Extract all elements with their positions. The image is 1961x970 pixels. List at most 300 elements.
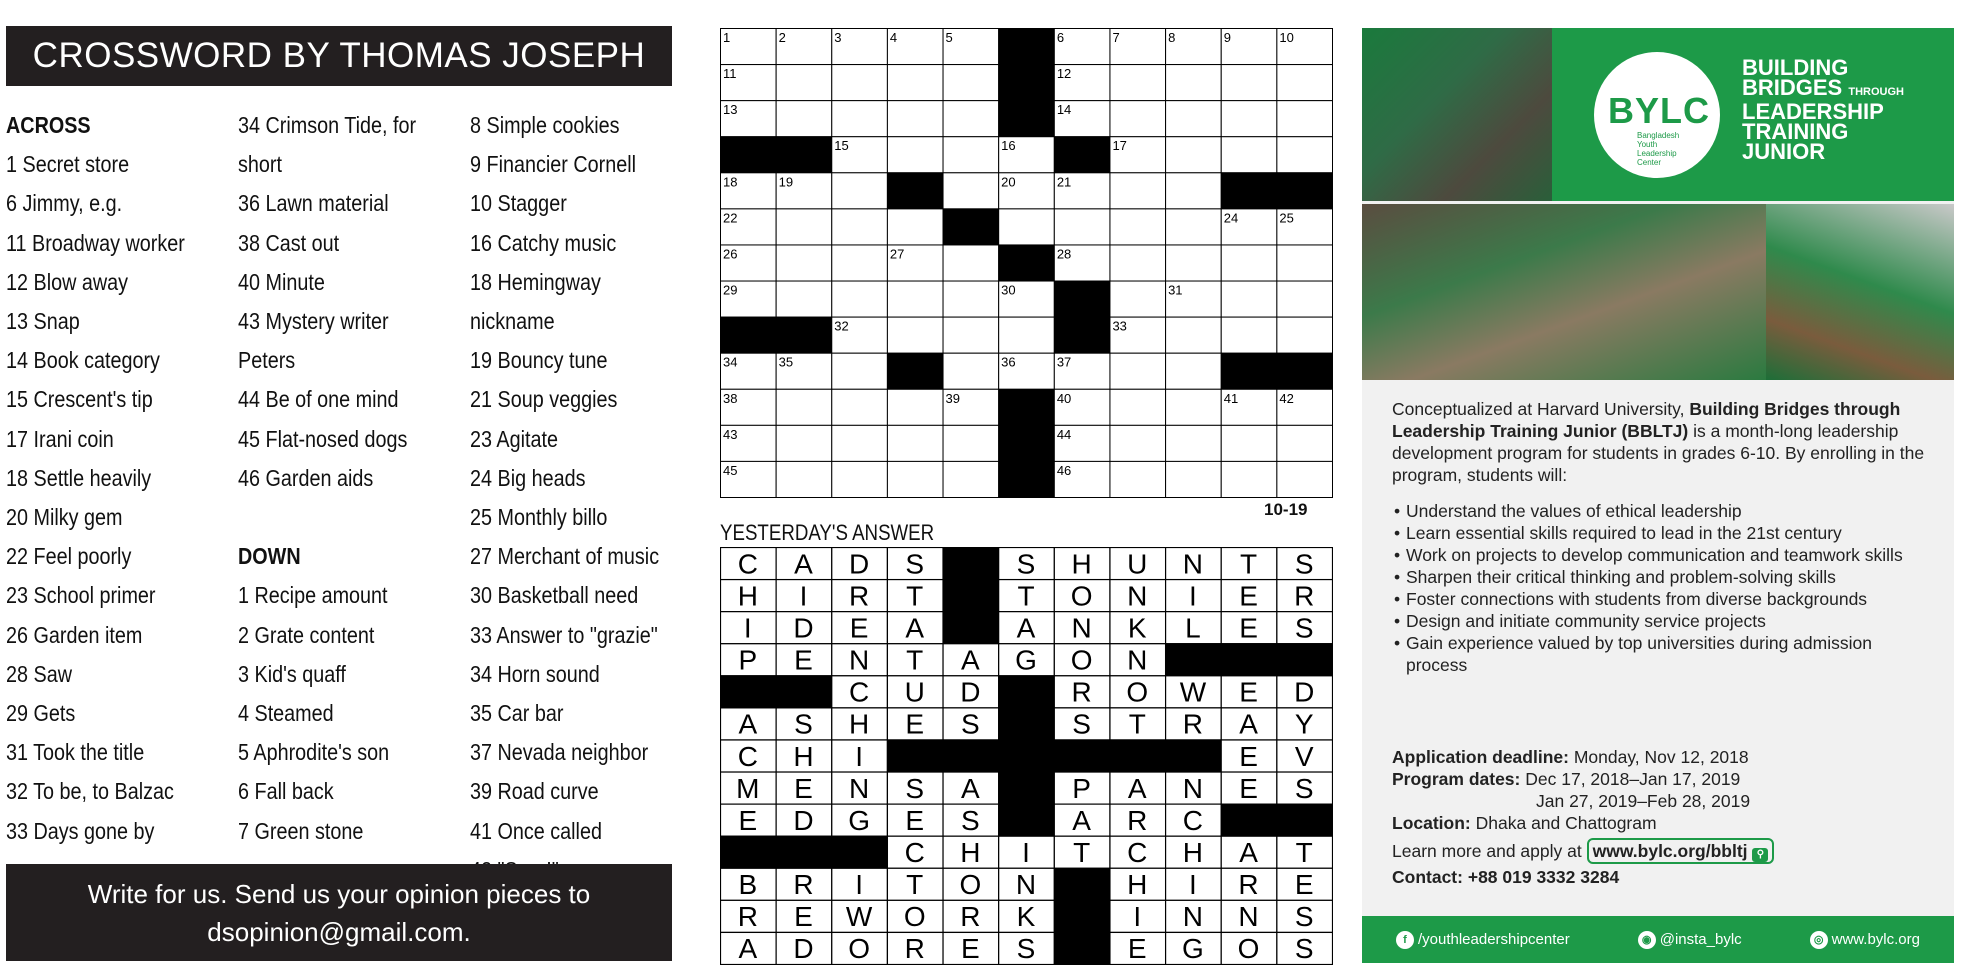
- answer-letter: N: [1182, 901, 1204, 933]
- answer-letter: O: [959, 869, 982, 901]
- clue-line: 16 Catchy music: [470, 229, 617, 256]
- grid-cell[interactable]: [832, 65, 888, 101]
- title-line-1: BUILDING: [1742, 55, 1849, 80]
- grid-cell[interactable]: [1277, 137, 1333, 173]
- cell-number: 3: [834, 30, 842, 45]
- answer-black-square: [943, 580, 999, 612]
- answer-letter: D: [960, 676, 981, 708]
- answer-letter: T: [906, 580, 924, 612]
- down-clues-column-3: [470, 106, 690, 890]
- grid-cell[interactable]: [1221, 101, 1277, 137]
- deadline-row: Application deadline: Monday, Nov 12, 2018: [1392, 747, 1749, 767]
- clue-line: 27 Merchant of music: [470, 543, 660, 570]
- grid-cell[interactable]: [1221, 245, 1277, 281]
- clue-line: 4 Steamed: [238, 700, 334, 727]
- crossword-grid-svg: [720, 28, 1333, 498]
- grid-cell[interactable]: [1110, 425, 1166, 461]
- cell-number: 37: [1056, 354, 1072, 370]
- cell-number: 45: [723, 462, 738, 478]
- grid-cell[interactable]: [1166, 173, 1222, 209]
- answer-letter: R: [1294, 580, 1315, 612]
- grid-cell[interactable]: [1110, 173, 1166, 209]
- clue-line: 8 Simple cookies: [470, 112, 620, 138]
- cell-number: 38: [723, 390, 738, 406]
- answer-letter: R: [737, 901, 758, 933]
- answer-letter: E: [794, 901, 813, 933]
- clue-line: Peters: [238, 347, 296, 374]
- location-row: Location: Dhaka and Chattogram: [1392, 813, 1657, 833]
- answer-letter: A: [1239, 836, 1258, 868]
- cell-number: 18: [723, 174, 738, 190]
- answer-letter: C: [737, 740, 758, 772]
- answer-letter: H: [1182, 836, 1204, 868]
- clue-line: 28 Saw: [6, 660, 72, 687]
- social-footer: [1362, 916, 1954, 963]
- bylc-logo-subtitle: Bangladesh Youth Leadership Center: [1637, 131, 1680, 167]
- grid-cell[interactable]: [943, 101, 999, 137]
- answer-black-square: [1166, 644, 1222, 676]
- write-for-us-banner: [6, 864, 672, 961]
- apply-url-link[interactable]: www.bylc.org/bbltj ⚲: [1587, 838, 1775, 864]
- black-square: [999, 101, 1055, 137]
- grid-cell[interactable]: [1221, 137, 1277, 173]
- cell-number: 9: [1223, 30, 1231, 45]
- cell-number: 30: [1001, 282, 1016, 298]
- grid-cell[interactable]: [832, 101, 888, 137]
- grid-cell[interactable]: [1277, 425, 1333, 461]
- answer-letter: R: [1182, 708, 1204, 740]
- answer-letter: D: [848, 548, 870, 580]
- answer-letter: H: [960, 836, 981, 868]
- grid-cell[interactable]: [1166, 137, 1222, 173]
- answer-letter: I: [855, 869, 863, 901]
- clue-line: 37 Nevada neighbor: [470, 739, 649, 766]
- black-square: [1221, 353, 1277, 389]
- answer-letter: G: [1015, 644, 1037, 676]
- answer-letter: B: [738, 869, 758, 901]
- grid-cell[interactable]: [1166, 101, 1222, 137]
- cell-number: 44: [1056, 426, 1072, 442]
- answer-letter: N: [1127, 580, 1148, 612]
- grid-cell[interactable]: [943, 461, 999, 497]
- cell-number: 34: [723, 354, 738, 370]
- grid-cell[interactable]: [887, 389, 943, 425]
- answer-letter: A: [794, 548, 813, 580]
- grid-cell[interactable]: [943, 425, 999, 461]
- website-link[interactable]: ◎ www.bylc.org: [1810, 931, 1920, 949]
- instagram-link[interactable]: ◉ @insta_bylc: [1638, 931, 1742, 949]
- answer-letter: H: [1071, 548, 1092, 580]
- benefit-item: • Gain experience valued by top universities during admission process: [1406, 632, 1932, 676]
- answer-letter: P: [1072, 772, 1091, 804]
- answer-letter: H: [848, 708, 870, 740]
- black-square: [999, 425, 1055, 461]
- answer-black-square: [1054, 900, 1110, 932]
- answer-letter: P: [738, 644, 758, 676]
- answer-letter: O: [1070, 580, 1093, 612]
- answer-letter: S: [1294, 772, 1314, 804]
- grid-cell[interactable]: [1277, 281, 1333, 317]
- answer-letter: G: [1182, 933, 1204, 965]
- crossword-title: CROSSWORD BY THOMAS JOSEPH: [6, 26, 672, 86]
- cell-number: 5: [945, 30, 953, 45]
- title-line-3: LEADERSHIP: [1742, 99, 1884, 124]
- cell-number: 26: [723, 246, 738, 262]
- cell-number: 43: [723, 426, 738, 442]
- cell-number: 6: [1056, 30, 1065, 45]
- facebook-link[interactable]: f /youthleadershipcenter: [1396, 931, 1570, 949]
- grid-cell[interactable]: [832, 209, 888, 245]
- program-details: [1392, 746, 1932, 888]
- clue-line: 34 Horn sound: [470, 660, 600, 687]
- cell-number: 17: [1112, 138, 1127, 154]
- clue-line: 10 Stagger: [470, 190, 567, 217]
- grid-cell[interactable]: [776, 209, 832, 245]
- learn-more-row: Learn more and apply at www.bylc.org/bbltj ⚲: [1392, 838, 1932, 864]
- grid-cell[interactable]: [832, 173, 888, 209]
- grid-cell[interactable]: [1110, 245, 1166, 281]
- answer-black-square: [1054, 868, 1110, 900]
- answer-letter: E: [1239, 772, 1258, 804]
- grid-cell[interactable]: [1166, 389, 1222, 425]
- answer-letter: N: [1127, 644, 1148, 676]
- grid-cell[interactable]: [999, 317, 1055, 353]
- answer-letter: E: [1239, 580, 1258, 612]
- grid-cell[interactable]: [943, 65, 999, 101]
- grid-cell[interactable]: [1110, 65, 1166, 101]
- cell-number: 19: [778, 174, 794, 190]
- grid-cell[interactable]: [1221, 425, 1277, 461]
- cell-number: 33: [1112, 318, 1127, 334]
- answer-letter: A: [961, 644, 980, 676]
- grid-cell[interactable]: [832, 245, 888, 281]
- answer-black-square: [776, 676, 832, 708]
- answer-letter: S: [794, 708, 813, 740]
- answer-letter: S: [1016, 548, 1036, 580]
- globe-icon: ◎: [1810, 931, 1828, 949]
- answer-black-square: [1277, 804, 1333, 836]
- grid-cell[interactable]: [1221, 461, 1277, 497]
- grid-cell[interactable]: [1166, 461, 1222, 497]
- cell-number: 4: [889, 30, 898, 45]
- grid-cell[interactable]: [943, 245, 999, 281]
- clue-line: 7 Green stone: [238, 817, 364, 844]
- answer-letter: W: [1179, 676, 1207, 708]
- bylc-logo-text: BYLC: [1608, 90, 1710, 131]
- grid-cell[interactable]: [1166, 425, 1222, 461]
- clue-line: 6 Fall back: [238, 778, 334, 805]
- grid-cell[interactable]: [1166, 245, 1222, 281]
- cell-number: 22: [723, 210, 738, 226]
- grid-cell[interactable]: [943, 137, 999, 173]
- cell-number: 21: [1056, 174, 1072, 190]
- answer-letter: C: [737, 548, 758, 580]
- clue-line: 30 Basketball need: [470, 582, 639, 609]
- grid-cell[interactable]: [1110, 281, 1166, 317]
- answer-black-square: [1166, 740, 1222, 772]
- black-square: [1054, 281, 1110, 317]
- grid-cell[interactable]: [943, 173, 999, 209]
- answer-letter: S: [961, 708, 980, 740]
- cell-number: 27: [889, 246, 905, 262]
- bylc-advertisement: [1362, 28, 1954, 963]
- grid-cell[interactable]: [1166, 209, 1222, 245]
- grid-cell[interactable]: [1277, 65, 1333, 101]
- clue-line: 46 Garden aids: [238, 464, 374, 491]
- grid-cell[interactable]: [1166, 353, 1222, 389]
- grid-cell[interactable]: [1110, 353, 1166, 389]
- grid-cell[interactable]: [832, 353, 888, 389]
- grid-cell[interactable]: [887, 317, 943, 353]
- black-square: [1054, 317, 1110, 353]
- cell-number: 11: [723, 66, 737, 82]
- answer-letter: T: [1295, 836, 1313, 868]
- black-square: [776, 137, 832, 173]
- clue-line: 19 Bouncy tune: [470, 347, 608, 374]
- crossword-grid: [720, 28, 1333, 498]
- grid-cell[interactable]: [943, 353, 999, 389]
- clue-line: 25 Monthly billo: [470, 504, 608, 531]
- benefit-item: • Learn essential skills required to lead in the 21st century: [1406, 522, 1932, 544]
- clue-line: 3 Kid's quaff: [238, 660, 346, 687]
- cell-number: 35: [778, 354, 794, 370]
- answer-letter: I: [799, 580, 808, 612]
- grid-cell[interactable]: [887, 425, 943, 461]
- answer-black-square: [1277, 644, 1333, 676]
- cell-number: 8: [1168, 30, 1176, 45]
- answer-letter: U: [904, 676, 925, 708]
- answer-letter: N: [848, 772, 870, 804]
- cell-number: 15: [834, 138, 849, 154]
- grid-cell[interactable]: [1221, 65, 1277, 101]
- grid-cell[interactable]: [1054, 209, 1110, 245]
- answer-letter: R: [1127, 804, 1148, 836]
- answer-letter: K: [1016, 901, 1036, 933]
- grid-cell[interactable]: [776, 245, 832, 281]
- benefit-item: • Understand the values of ethical leadership: [1406, 500, 1932, 522]
- clue-line: 12 Blow away: [6, 268, 129, 295]
- clue-line: 14 Book category: [6, 347, 160, 374]
- cell-number: 41: [1223, 390, 1239, 406]
- cell-number: 1: [723, 30, 731, 45]
- grid-cell[interactable]: [776, 425, 832, 461]
- students-crafting-photo: [1766, 204, 1954, 380]
- answer-letter: A: [1127, 772, 1147, 804]
- grid-cell[interactable]: [887, 101, 943, 137]
- spacer: [238, 498, 416, 537]
- answer-letter: N: [1182, 772, 1204, 804]
- answer-letter: C: [904, 836, 925, 868]
- grid-cell[interactable]: [999, 209, 1055, 245]
- black-square: [999, 245, 1055, 281]
- grid-cell[interactable]: [1277, 317, 1333, 353]
- answer-letter: S: [1016, 933, 1036, 965]
- cell-number: 25: [1279, 210, 1294, 226]
- write-line-2: dsopinion@gmail.com.: [207, 916, 471, 947]
- answer-letter: K: [1127, 612, 1147, 644]
- write-line-1: Write for us. Send us your opinion pieces to: [87, 878, 591, 909]
- grid-cell[interactable]: [1110, 461, 1166, 497]
- answer-letter: C: [1182, 804, 1204, 836]
- title-line-5: JUNIOR: [1742, 139, 1826, 164]
- clues-column-2: [238, 106, 445, 851]
- grid-cell[interactable]: [1277, 245, 1333, 281]
- answer-letter: N: [1015, 869, 1037, 901]
- black-square: [887, 353, 943, 389]
- cell-number: 40: [1056, 390, 1072, 406]
- grid-cell[interactable]: [887, 137, 943, 173]
- clue-line: 20 Milky gem: [6, 504, 123, 531]
- grid-cell[interactable]: [1277, 461, 1333, 497]
- grid-cell[interactable]: [832, 461, 888, 497]
- search-icon: ⚲: [1752, 848, 1768, 862]
- cell-number: 28: [1056, 246, 1072, 262]
- answer-black-square: [999, 676, 1055, 708]
- grid-cell[interactable]: [1221, 317, 1277, 353]
- answer-letter: I: [1022, 836, 1030, 868]
- answer-letter: E: [849, 612, 869, 644]
- cell-number: 13: [723, 102, 738, 118]
- instagram-icon: ◉: [1638, 931, 1656, 949]
- cell-number: 23: [945, 210, 961, 226]
- clue-line: short: [238, 151, 282, 178]
- grid-cell[interactable]: [887, 281, 943, 317]
- cell-number: 32: [834, 318, 849, 334]
- answer-black-square: [776, 836, 832, 868]
- answer-letter: I: [855, 740, 863, 772]
- answer-letter: A: [1016, 612, 1036, 644]
- clue-line: 2 Grate content: [238, 621, 375, 648]
- clue-line: 39 Road curve: [470, 778, 599, 805]
- answer-black-square: [1221, 644, 1277, 676]
- benefit-item: • Foster connections with students from diverse backgrounds: [1406, 588, 1932, 610]
- clue-line: 31 Took the title: [6, 739, 145, 766]
- clue-line: 5 Aphrodite's son: [238, 739, 390, 766]
- answer-letter: R: [904, 933, 925, 965]
- dates-row-2: Jan 27, 2019–Feb 28, 2019: [1536, 791, 1751, 811]
- answer-letter: G: [848, 804, 870, 836]
- grid-cell[interactable]: [776, 281, 832, 317]
- answer-black-square: [832, 836, 888, 868]
- benefits-list: [1392, 500, 1932, 676]
- crossword-clues-panel: [6, 26, 672, 961]
- answer-black-square: [943, 740, 999, 772]
- grid-cell[interactable]: [1110, 209, 1166, 245]
- grid-cell[interactable]: [832, 281, 888, 317]
- answer-letter: T: [906, 644, 924, 676]
- grid-cell[interactable]: [1166, 65, 1222, 101]
- answer-black-square: [721, 676, 777, 708]
- answer-letter: O: [903, 901, 926, 933]
- answer-letter: C: [1127, 836, 1148, 868]
- dates-row: Program dates: Dec 17, 2018–Jan 17, 2019: [1392, 769, 1741, 789]
- clue-line: 32 To be, to Balzac: [6, 778, 174, 805]
- black-square: [999, 65, 1055, 101]
- answer-black-square: [887, 740, 943, 772]
- cell-number: 16: [1001, 138, 1016, 154]
- grid-cell[interactable]: [943, 281, 999, 317]
- contact-row: Contact: +88 019 3332 3284: [1392, 867, 1620, 887]
- answer-letter: I: [1189, 580, 1197, 612]
- grid-cell[interactable]: [1110, 389, 1166, 425]
- grid-cell[interactable]: [776, 389, 832, 425]
- cell-number: 29: [723, 282, 738, 298]
- clue-line: 18 Settle heavily: [6, 464, 152, 491]
- answer-letter: I: [1189, 869, 1197, 901]
- across-heading: ACROSS: [6, 112, 91, 138]
- cell-number: 2: [778, 30, 786, 45]
- grid-cell[interactable]: [776, 101, 832, 137]
- answer-letter: D: [793, 933, 814, 965]
- clue-line: 36 Lawn material: [238, 190, 389, 217]
- cell-number: 36: [1001, 354, 1016, 370]
- answer-letter: A: [961, 772, 980, 804]
- down-heading: DOWN: [238, 543, 301, 570]
- answer-letter: I: [1133, 901, 1142, 933]
- clue-line: 11 Broadway worker: [6, 229, 185, 256]
- clue-line: 33 Answer to "grazie": [470, 621, 658, 648]
- answer-letter: O: [1126, 676, 1149, 708]
- clue-line: 34 Crimson Tide, for: [238, 112, 417, 138]
- cell-number: 39: [945, 390, 961, 406]
- grid-cell[interactable]: [776, 461, 832, 497]
- black-square: [1054, 137, 1110, 173]
- answer-letter: A: [738, 933, 758, 965]
- black-square: [999, 389, 1055, 425]
- answer-letter: S: [1294, 901, 1314, 933]
- grid-cell[interactable]: [887, 461, 943, 497]
- answer-letter: T: [1239, 548, 1258, 580]
- answer-black-square: [999, 740, 1055, 772]
- answer-letter: T: [1017, 580, 1035, 612]
- grid-cell[interactable]: [887, 65, 943, 101]
- answer-letter: H: [737, 580, 758, 612]
- black-square: [887, 173, 943, 209]
- grid-cell[interactable]: [887, 209, 943, 245]
- cell-number: 14: [1056, 102, 1072, 118]
- answer-letter: R: [1071, 676, 1092, 708]
- grid-cell[interactable]: [832, 425, 888, 461]
- facebook-icon: f: [1396, 931, 1414, 949]
- clue-line: 33 Days gone by: [6, 817, 155, 844]
- grid-cell[interactable]: [832, 389, 888, 425]
- answer-letter: T: [1073, 836, 1091, 868]
- grid-cell[interactable]: [1110, 101, 1166, 137]
- students-photo: [1362, 28, 1552, 201]
- title-line-4: TRAINING: [1742, 119, 1849, 144]
- answer-letter: N: [1238, 901, 1259, 933]
- title-line-2: BRIDGES THROUGH: [1742, 75, 1904, 100]
- grid-cell[interactable]: [1221, 281, 1277, 317]
- answer-black-square: [999, 708, 1055, 740]
- answer-letter: E: [794, 772, 813, 804]
- answer-black-square: [943, 612, 999, 644]
- answer-black-square: [999, 772, 1055, 804]
- clue-line: 23 School primer: [6, 582, 156, 609]
- answer-letter: T: [1128, 708, 1146, 740]
- clue-line: 1 Recipe amount: [238, 582, 388, 609]
- grid-cell[interactable]: [1166, 317, 1222, 353]
- clue-line: 35 Car bar: [470, 700, 564, 727]
- answer-letter: A: [1239, 708, 1258, 740]
- answer-letter: E: [961, 933, 980, 965]
- grid-cell[interactable]: [776, 65, 832, 101]
- puzzle-date-code: 10-19: [1264, 500, 1308, 519]
- grid-cell[interactable]: [1277, 101, 1333, 137]
- grid-cell[interactable]: [943, 317, 999, 353]
- answer-black-square: [1110, 740, 1166, 772]
- answer-letter: S: [905, 548, 925, 580]
